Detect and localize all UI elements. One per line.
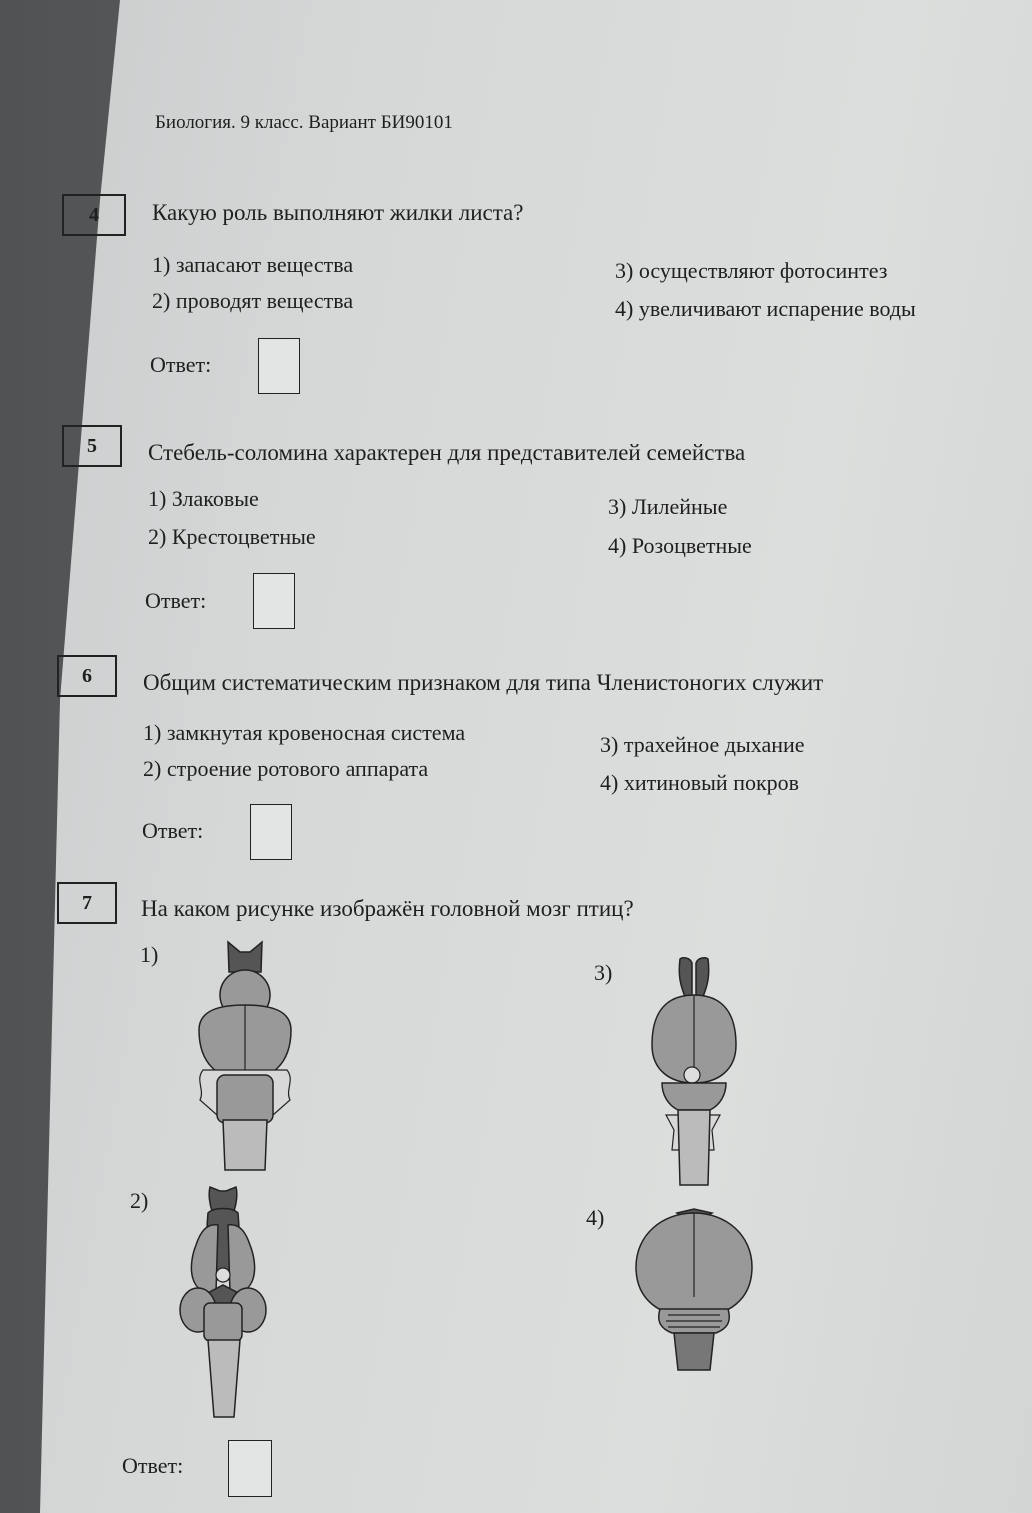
- answer-box-7[interactable]: [228, 1440, 272, 1497]
- q7-option-2: 2): [130, 1188, 149, 1213]
- q4-option-1: 1) запасают вещества: [152, 252, 354, 277]
- answer-label-4: Ответ:: [150, 352, 212, 377]
- question-text-5: Стебель-соломина характерен для представителей семейства: [148, 440, 746, 465]
- q6-option-3: 3) трахейное дыхание: [600, 732, 805, 757]
- answer-label-6: Ответ:: [142, 818, 204, 843]
- answer-box-6[interactable]: [250, 804, 292, 860]
- q6-option-4: 4) хитиновый покров: [600, 770, 800, 795]
- answer-label-7: Ответ:: [122, 1453, 184, 1478]
- answer-box-5[interactable]: [253, 573, 295, 629]
- brain-figure-2[interactable]: [178, 1185, 268, 1420]
- question-number-7: 7: [57, 882, 117, 924]
- question-number-5: 5: [62, 425, 122, 467]
- q5-option-4: 4) Розоцветные: [608, 533, 752, 558]
- q7-option-4: 4): [586, 1205, 605, 1230]
- page-header: Биология. 9 класс. Вариант БИ90101: [155, 112, 453, 133]
- q7-option-3: 3): [594, 960, 613, 985]
- brain-figure-3[interactable]: [648, 955, 740, 1187]
- q7-option-1: 1): [140, 942, 159, 967]
- q6-option-1: 1) замкнутая кровеносная система: [143, 720, 466, 745]
- answer-label-5: Ответ:: [145, 588, 207, 613]
- brain-figure-4[interactable]: [632, 1205, 757, 1375]
- answer-box-4[interactable]: [258, 338, 300, 394]
- question-text-6: Общим систематическим признаком для типа Членистоногих служит: [143, 670, 824, 695]
- q5-option-2: 2) Крестоцветные: [148, 524, 316, 549]
- brain-figure-1[interactable]: [195, 940, 295, 1172]
- q4-option-3: 3) осуществляют фотосинтез: [615, 258, 888, 283]
- q4-option-4: 4) увеличивают испарение воды: [615, 296, 916, 321]
- question-text-4: Какую роль выполняют жилки листа?: [152, 200, 524, 225]
- q6-option-2: 2) строение ротового аппарата: [143, 756, 429, 781]
- q4-option-2: 2) проводят вещества: [152, 288, 354, 313]
- q5-option-3: 3) Лилейные: [608, 494, 728, 519]
- question-text-7: На каком рисунке изображён головной мозг птиц?: [141, 896, 634, 921]
- question-number-4: 4: [62, 194, 126, 236]
- question-number-6: 6: [57, 655, 117, 697]
- q5-option-1: 1) Злаковые: [148, 486, 259, 511]
